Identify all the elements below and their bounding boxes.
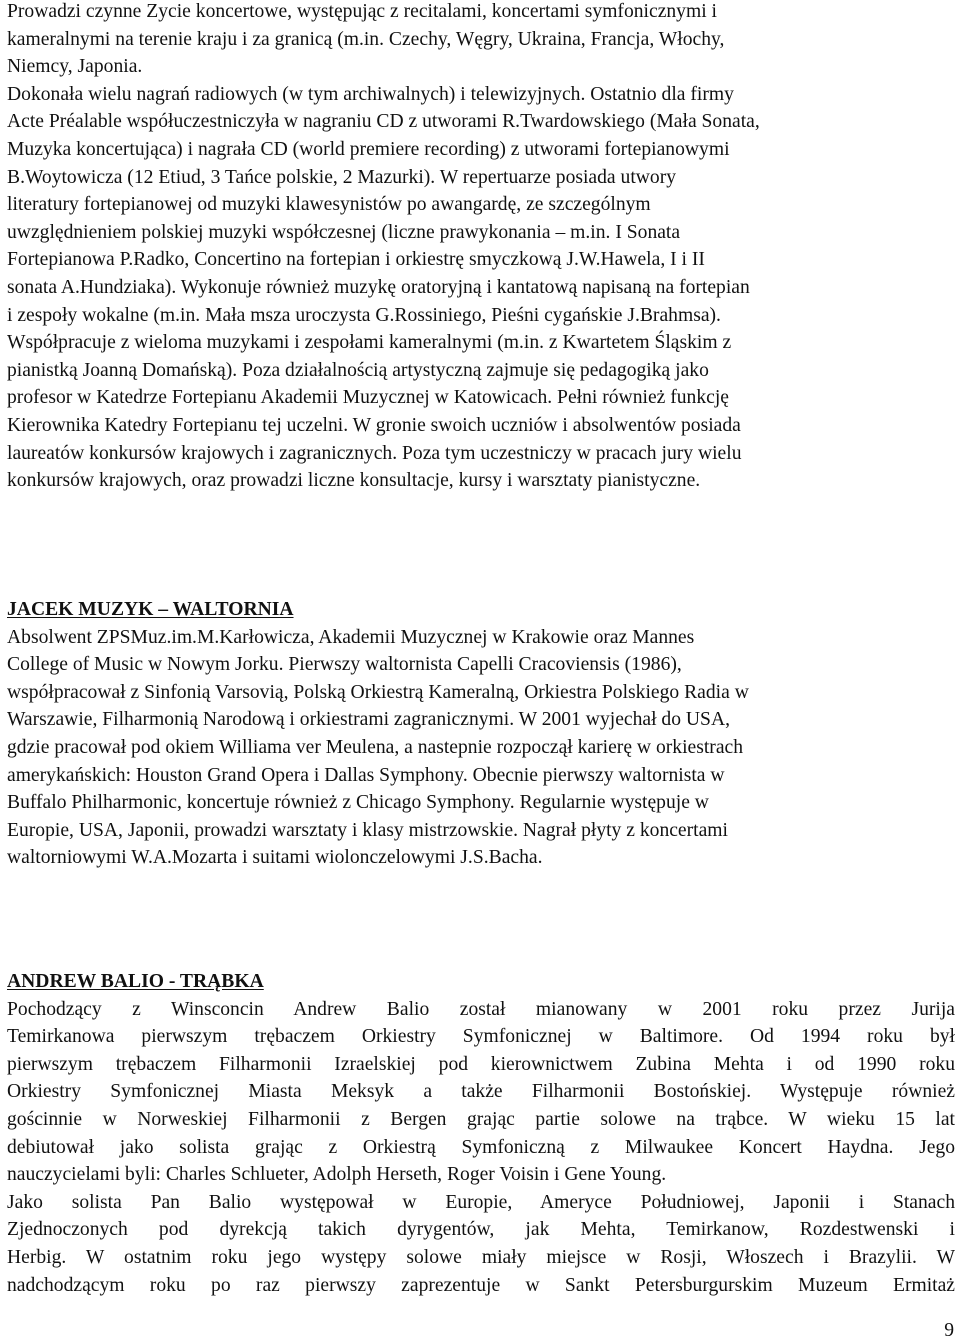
text-line: profesor w Katedrze Fortepianu Akademii Muzycznej w Katowicach. Pełni również funkcję <box>7 387 729 409</box>
text-line: Orkiestry Symfonicznej Miasta Meksyk a także Filharmonii Bostońskiej. Występuje również <box>7 1081 955 1103</box>
text-line: Dokonała wielu nagrań radiowych (w tym archiwalnych) i telewizyjnych. Ostatnio dla firmy <box>7 83 734 105</box>
text-line: Muzyka koncertująca) i nagrała CD (world premiere recording) z utworami fortepianowymi <box>7 138 730 160</box>
text-line: Temirkanowa pierwszym trębaczem Orkiestry Symfonicznej w Baltimore. Od 1994 roku był <box>7 1026 955 1048</box>
bio-section-trumpet <box>7 968 955 1299</box>
text-line: Współpracuje z wieloma muzykami i zespołami kameralnymi (m.in. z Kwartetem Śląskim z <box>7 332 732 354</box>
text-line: uwzględnieniem polskiej muzyki współczesnej (liczne prawykonania – m.in. I Sonata <box>7 221 681 243</box>
section-heading: JACEK MUZYK – WALTORNIA <box>7 599 294 620</box>
text-line: pianistką Joanną Domańską). Poza działalnością artystyczną zajmuje się pedagogiką jako <box>7 359 709 381</box>
page-number: 9 <box>944 1320 954 1341</box>
text-line: Fortepianowa P.Radko, Concertino na fortepian i orkiestrę smyczkową J.W.Hawela, I i II <box>7 249 705 271</box>
text-line: współpracował z Sinfonią Varsovią, Polską Orkiestrą Kameralną, Orkiestra Polskiego Radia w <box>7 681 749 703</box>
text-line: nadchodzącym roku po raz pierwszy zaprezentuje w Sankt Petersburgurskim Muzeum Ermitaż <box>7 1274 955 1296</box>
text-line: Warszawie, Filharmonią Narodową i orkiestrami zagranicznymi. W 2001 wyjechał do USA, <box>7 709 731 731</box>
text-line: nauczycielami byli: Charles Schlueter, Adolph Herseth, Roger Voisin i Gene Young. <box>7 1164 667 1186</box>
text-line: Buffalo Philharmonic, koncertuje również z Chicago Symphony. Regularnie występuje w <box>7 792 709 814</box>
text-line: Absolwent ZPSMuz.im.M.Karłowicza, Akademii Muzycznej w Krakowie oraz Mannes <box>7 626 695 648</box>
text-line: Jako solista Pan Balio występował w Europie, Ameryce Południowej, Japonii i Stanach <box>7 1191 955 1213</box>
text-line: B.Woytowicza (12 Etiud, 3 Tańce polskie, 2 Mazurki). W repertuarze posiada utwory <box>7 166 677 188</box>
text-line: laureatów konkursów krajowych i zagranicznych. Poza tym uczestniczy w pracach jury wielu <box>7 442 742 464</box>
bio-section-pianist <box>7 0 955 495</box>
text-line: Europie, USA, Japonii, prowadzi warsztaty i klasy mistrzowskie. Nagrał płyty z koncertami <box>7 819 728 841</box>
section-heading: ANDREW BALIO - TRĄBKA <box>7 971 264 992</box>
text-line: literatury fortepianowej od muzyki klawesynistów po awangardę, ze szczególnym <box>7 194 651 216</box>
bio-paragraph <box>7 0 955 495</box>
text-line: pierwszym trębaczem Filharmonii Izraelskiej pod kierownictwem Zubina Mehta i od 1990 roku <box>7 1053 955 1075</box>
text-line: Zjednoczonych pod dyrekcją takich dyrygentów, jak Mehta, Temirkanow, Rozdestwenski i <box>7 1219 955 1241</box>
text-line: Pochodzący z Winsconcin Andrew Balio został mianowany w 2001 roku przez Jurija <box>7 998 955 1020</box>
text-line: Kierownika Katedry Fortepianu tej uczelni. W gronie swoich uczniów i absolwentów posiada <box>7 414 741 436</box>
text-line: waltorniowymi W.A.Mozarta i suitami wiolonczelowymi J.S.Bacha. <box>7 847 543 869</box>
text-line: i zespoły wokalne (m.in. Mała msza uroczysta G.Rossiniego, Pieśni cygańskie J.Brahmsa). <box>7 304 721 326</box>
bio-paragraph <box>7 624 955 872</box>
text-line: Herbig. W ostatnim roku jego występy solowe miały miejsce w Rosji, Włoszech i Brazylii. W <box>7 1246 955 1268</box>
text-line: sonata A.Hundziaka). Wykonuje również muzykę oratoryjną i kantatową napisaną na fortepian <box>7 276 750 298</box>
text-line: konkursów krajowych, oraz prowadzi liczne konsultacje, kursy i warsztaty pianistyczne. <box>7 470 701 492</box>
text-line: debiutował jako solista grając z Orkiestrą Symfoniczną z Milwaukee Koncert Haydna. Jego <box>7 1136 955 1158</box>
text-line: College of Music w Nowym Jorku. Pierwszy waltornista Capelli Cracoviensis (1986), <box>7 654 682 676</box>
bio-paragraph <box>7 996 955 1300</box>
bio-section-horn <box>7 596 955 872</box>
text-line: Niemcy, Japonia. <box>7 56 143 78</box>
text-line: Prowadzi czynne Zycie koncertowe, występując z recitalami, koncertami symfonicznymi i <box>7 1 718 22</box>
text-line: gościnnie w Norweskiej Filharmonii z Bergen grając partie solowe na trąbce. W wieku 15 lat <box>7 1108 955 1130</box>
text-line: gdzie pracował pod okiem Williama ver Meulena, a nastepnie rozpoczął karierę w orkiestrach <box>7 736 744 758</box>
text-line: amerykańskich: Houston Grand Opera i Dallas Symphony. Obecnie pierwszy waltornista w <box>7 764 725 786</box>
text-line: Acte Préalable współuczestniczyła w nagraniu CD z utworami R.Twardowskiego (Mała Sonata, <box>7 111 760 133</box>
text-line: kameralnymi na terenie kraju i za granicą (m.in. Czechy, Węgry, Ukraina, Francja, Włochy, <box>7 28 725 50</box>
